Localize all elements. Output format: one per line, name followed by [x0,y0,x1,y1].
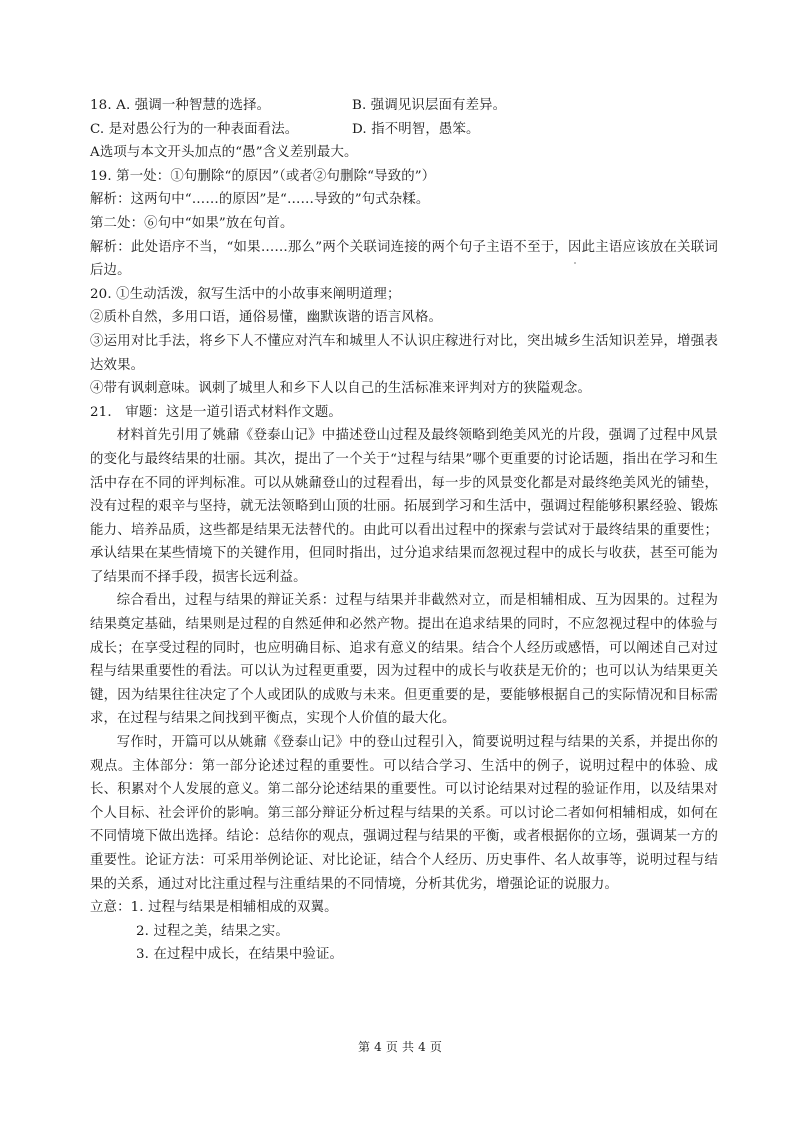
q20-point-3: ③运用对比手法，将乡下人不懂应对汽车和城里人不认识庄稼进行对比，突出城乡生活知识差异，增强表达效果。 [90,333,718,373]
q21-paragraph-3: 写作时，开篇可以从姚鼐《登泰山记》中的登山过程引入，简要说明过程与结果的关系，并提出你的观点。主体部分：第一部分论述过程的重要性。可以结合学习、生活中的例子，说明过程中的体验、成长、积累对个人发展的意义。第二部分论述结果的重要性。可以讨论结果对过程的验证作用，以及结果对个人目标、社会评价的影响。第三部分辩证分析过程与结果的关系。可以讨论二者如何相辅相成，如何在不同情境下做出选择。结论：总结你的观点，强调过程与结果的平衡，或者根据你的立场，强调某一方的重要性。论证方法：可采用举例论证、对比论证，结合个人经历、历史事件、名人故事等，说明过程与结果的关系，通过对比注重过程与注重结果的不同情境，分析其优劣，增强论证的说服力。 [90,735,718,892]
q21-lizhi-2: 2. 过程之美，结果之实。 [136,923,289,939]
q21-lizhi-3: 3. 在过程中成长，在结果中验证。 [136,947,344,963]
q21-paragraph-1: 材料首先引用了姚鼐《登泰山记》中描述登山过程及最终领略到绝美风光的片段，强调了过程中风景的变化与最终结果的壮丽。其次，提出了一个关于“过程与结果”哪个更重要的讨论话题，指出在学习和生活中存在不同的评判标准。可以从姚鼐登山的过程看出，每一步的风景变化都是对最终绝美风光的铺垫，没有过程的艰辛与坚持，就无法领略到山顶的壮丽。拓展到学习和生活中，强调过程能够积累经验、锻炼能力、培养品质，这些都是结果无法替代的。由此可以看出过程中的探索与尝试对于最终结果的重要性；承认结果在某些情境下的关键作用，但同时指出，过分追求结果而忽视过程中的成长与收获，甚至可能为了结果而不择手段，损害长远利益。 [90,428,718,585]
q21-heading: 21. 审题：这是一道引语式材料作文题。 [90,404,342,420]
q20-point-2: ②质朴自然，多用口语，通俗易懂，幽默诙谐的语言风格。 [90,310,443,326]
q20-point-1: 20. ①生动活泼，叙写生活中的小故事来阐明道理； [90,286,401,302]
scan-speck [574,262,576,264]
q19-second-analysis: 解析：此处语序不当，“如果……那么”两个关联词连接的两个句子主语不至于，因此主语应该放在关联词后边。 [90,239,718,279]
q20-point-4: ④带有讽刺意味。讽刺了城里人和乡下人以自己的生活标准来评判对方的狭隘观念。 [90,381,592,397]
q18-options-row-2 [90,118,718,142]
q19-first: 19. 第一处：①句删除“的原因”（或者②句删除“导致的”） [90,168,436,184]
q18-option-c: C. 是对愚公行为的一种表面看法。 [90,121,299,137]
q18-note: A选项与本文开头加点的“愚”含义差别最大。 [90,145,358,161]
q19-second: 第二处：⑥句中“如果”放在句首。 [90,215,294,231]
q21-paragraph-2: 综合看出，过程与结果的辩证关系：过程与结果并非截然对立，而是相辅相成、互为因果的。过程为结果奠定基础，结果则是过程的自然延伸和必然产物。提出在追求结果的同时，不应忽视过程中的体验与成长；在享受过程的同时，也应明确目标、追求有意义的结果。结合个人经历或感悟，可以阐述自己对过程与结果重要性的看法。可以认为过程更重要，因为过程中的成长与收获是无价的；也可以认为结果更关键，因为结果往往决定了个人或团队的成败与未来。但更重要的是，要能够根据自己的实际情况和目标需求，在过程与结果之间找到平衡点，实现个人价值的最大化。 [90,593,718,727]
q18-options-row-1 [90,94,718,118]
q21-lizhi-1: 立意：1. 过程与结果是相辅相成的双翼。 [90,900,338,916]
q19-first-analysis: 解析：这两句中“……的原因”是“……导致的”句式杂糅。 [90,192,430,208]
q18-option-d: D. 指不明智，愚笨。 [352,121,480,137]
page-footer: 第 4 页 共 4 页 [358,1040,442,1054]
q18-option-a: 18. A. 强调一种智慧的选择。 [90,98,271,113]
q18-option-b: B. 强调见识层面有差异。 [352,98,507,113]
